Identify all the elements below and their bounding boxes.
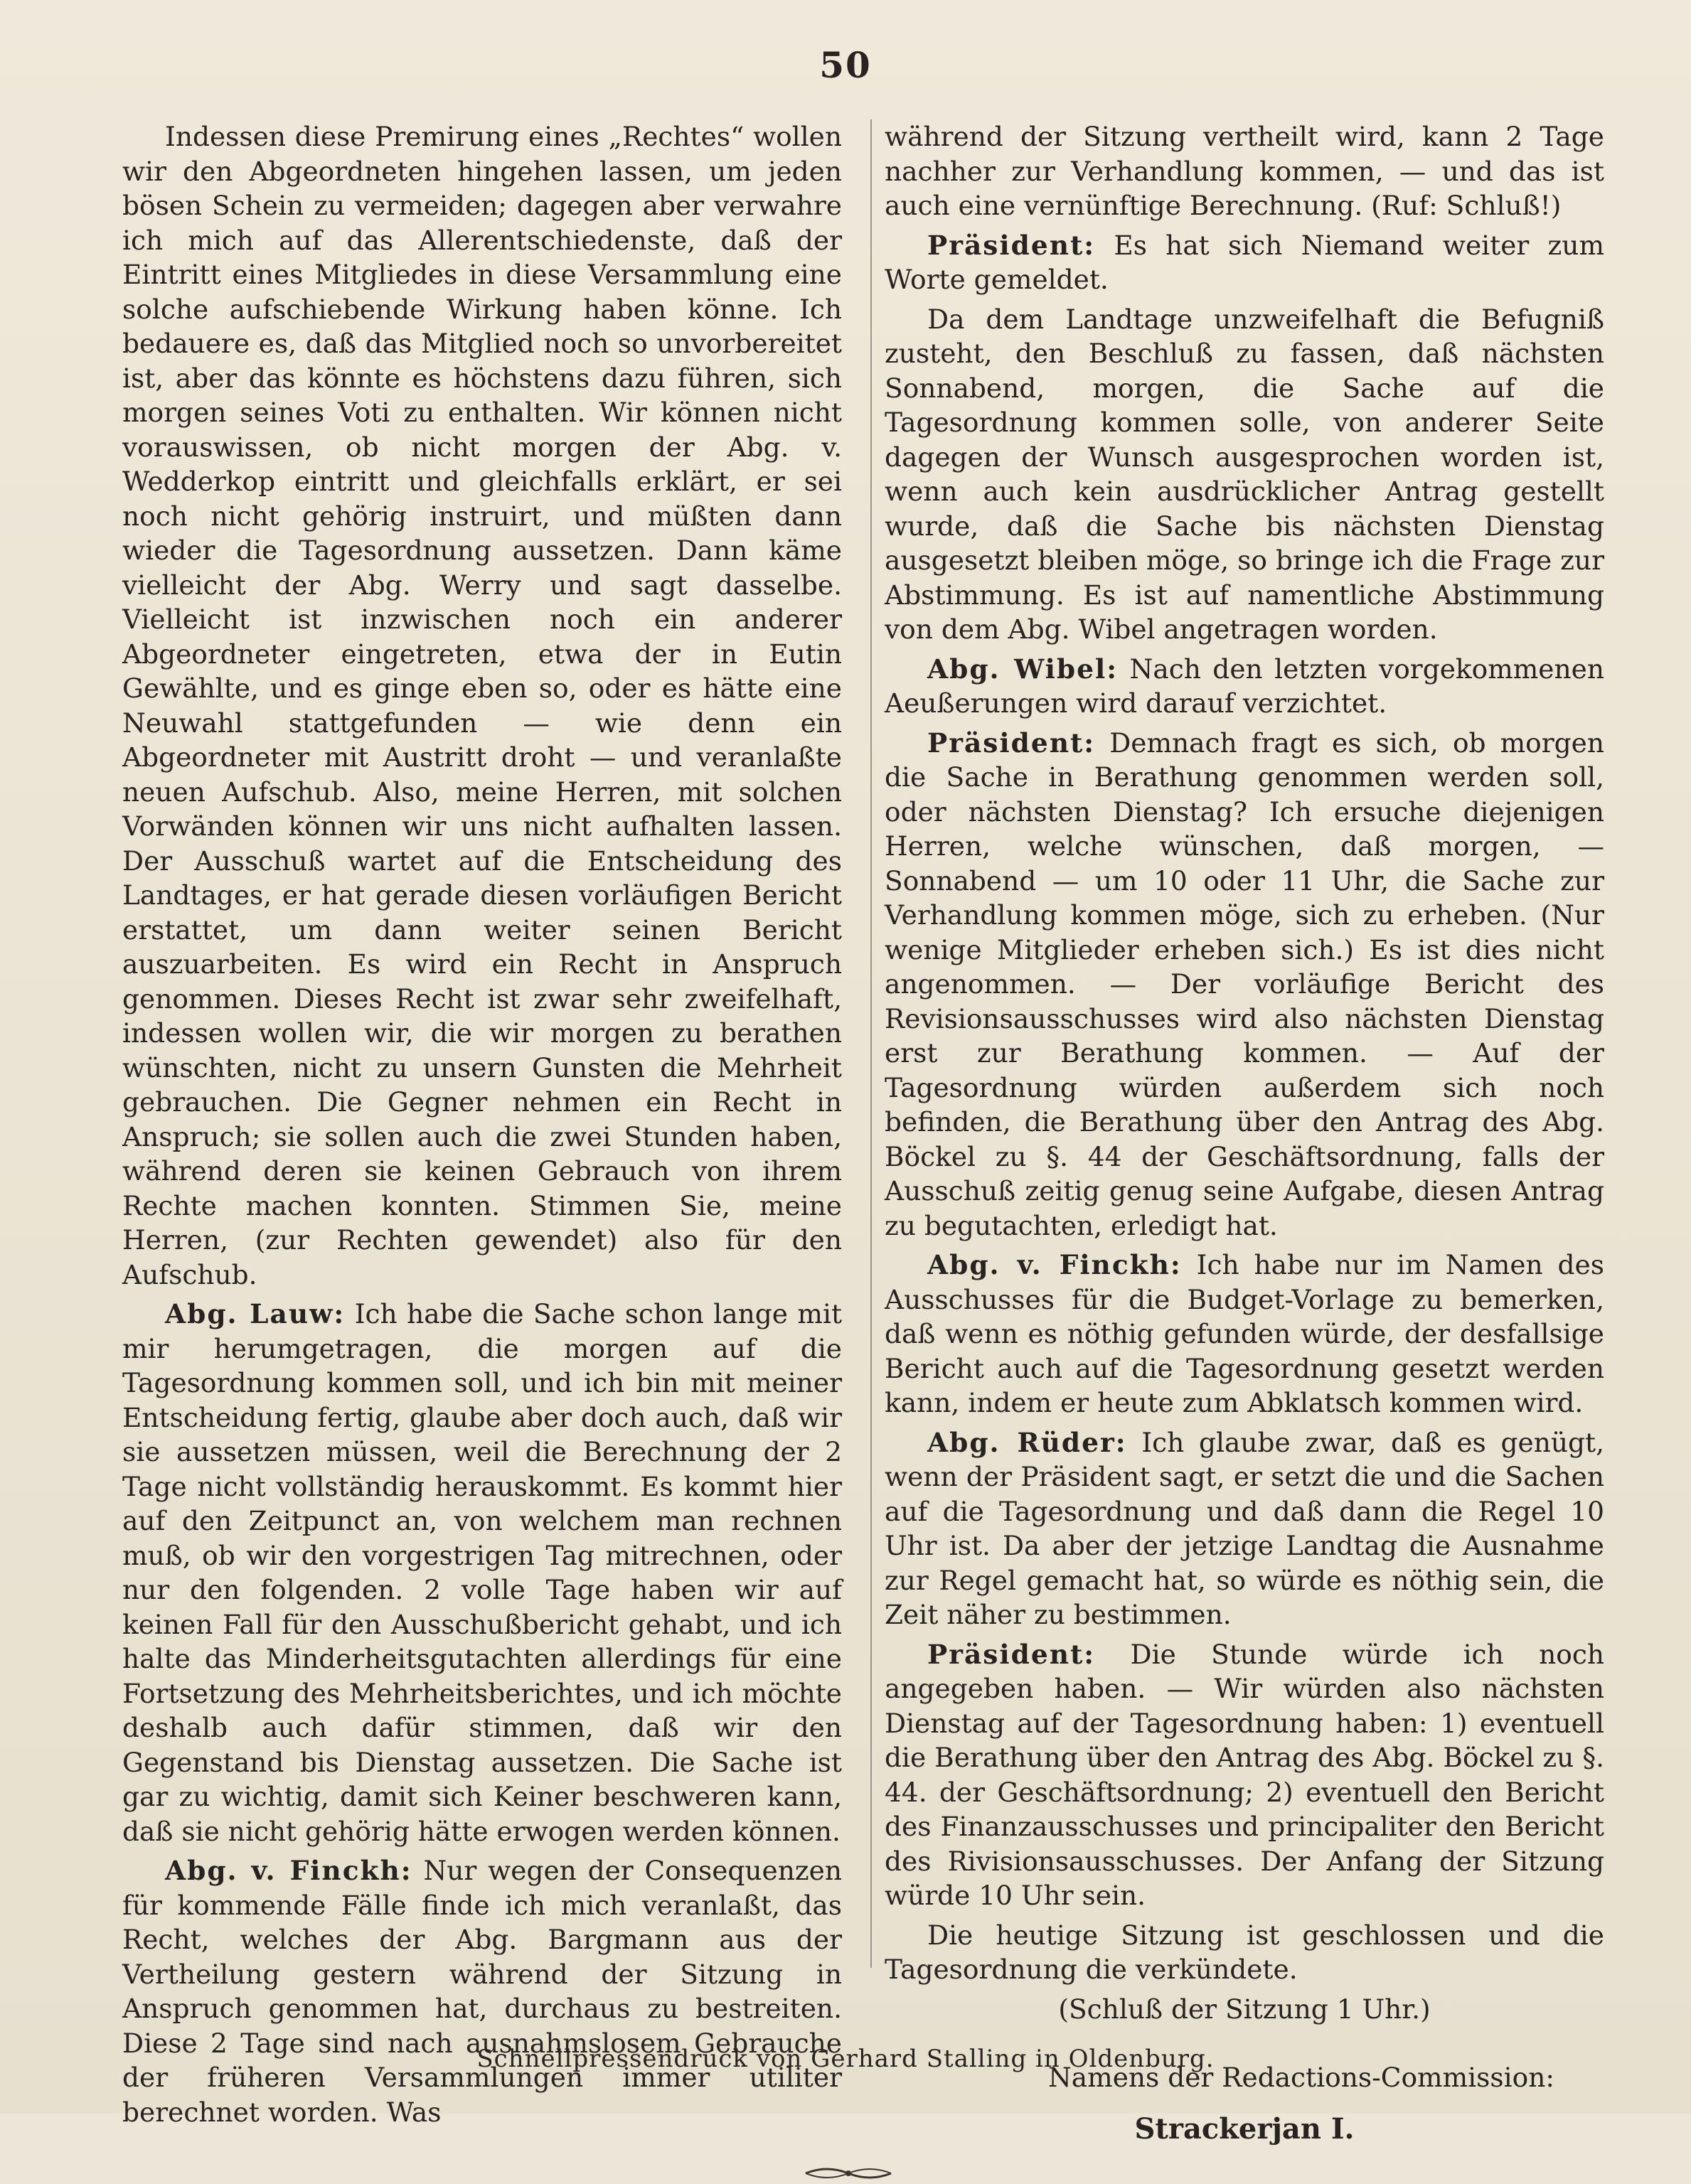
paragraph-text: während der Sitzung vertheilt wird, kann 2 Tage nachher zur Verhandlung kommen, — und das ist auch eine vernünftige Berechnung. (Ruf: Schluß!) xyxy=(885,121,1604,221)
speaker-name: Abg. v. Finckh: xyxy=(165,1855,412,1886)
paragraph-text: Nach den letzten vorgekommenen Aeußerungen wird darauf verzichtet. xyxy=(885,653,1604,719)
session-closing-note: (Schluß der Sitzung 1 Uhr.) xyxy=(1058,1993,1431,2025)
speech-paragraph xyxy=(122,1297,842,1848)
page-number: 50 xyxy=(819,44,872,86)
speaker-name: Abg. v. Finckh: xyxy=(927,1249,1182,1280)
speaker-name: Abg. Rüder: xyxy=(927,1426,1127,1458)
speech-paragraph xyxy=(885,726,1604,1243)
paragraph xyxy=(885,1918,1604,1987)
paragraph-text: Die Stunde würde ich noch angegeben haben. — Wir würden also nächsten Dienstag auf der Tagesordnung haben: 1) eventuell die Berathung über den Antrag des Abg. Böckel zu §. 44. der Geschäftsordnung; 2) eventuell den Bericht des Finanzausschusses und principaliter den Bericht des Rivisionsausschusses. Der Anfang der Sitzung würde 10 Uhr sein. xyxy=(885,1638,1604,1911)
speaker-name: Präsident: xyxy=(927,229,1096,261)
speaker-name: Präsident: xyxy=(927,727,1096,759)
speech-paragraph xyxy=(885,652,1604,721)
paragraph xyxy=(122,119,842,1292)
speech-paragraph xyxy=(885,228,1604,297)
speech-paragraph xyxy=(885,1248,1604,1420)
column-divider xyxy=(870,119,872,1968)
paragraph xyxy=(885,302,1604,647)
speech-paragraph xyxy=(122,1853,842,2129)
paragraph-text: Da dem Landtage unzweifelhaft die Befugniß zusteht, den Beschluß zu fassen, daß nächsten Sonnabend, morgen, die Sache auf die Tagesordnung kommen solle, von anderer Seite dagegen der Wunsch ausgesprochen worden ist, wenn auch kein ausdrücklicher Antrag gestellt wurde, daß die Sache bis nächsten Dienstag ausgesetzt bleiben möge, so bringe ich die Frage zur Abstimmung. Es ist auf namentliche Abstimmung von dem Abg. Wibel angetragen worden. xyxy=(885,303,1604,645)
paragraph-text: Ich habe die Sache schon lange mit mir herumgetragen, die morgen auf die Tagesordnung kommen soll, und ich bin mit meiner Entscheidung fertig, glaube aber doch auch, daß wir sie aussetzen müssen, weil die Berechnung der 2 Tage nicht vollständig herauskommt. Es kommt hier auf den Zeitpunct an, von welchem man rechnen muß, ob wir den vorgestrigen Tag mitrechnen, oder nur den folgenden. 2 volle Tage haben wir auf keinen Fall für den Ausschußbericht gehabt, und ich halte das Minderheitsgutachten allerdings für eine Fortsetzung des Mehrheitsberichtes, und ich möchte deshalb auch dafür stimmen, daß wir den Gegenstand bis Dienstag aussetzen. Die Sache ist gar zu wichtig, damit sich Keiner beschweren kann, daß sie nicht gehörig hätte erwogen werden können. xyxy=(122,1298,843,1847)
paragraph-text: Ich habe nur im Namen des Ausschusses für die Budget-Vorlage zu bemerken, daß wenn es nöthig gefunden würde, der desfallsige Bericht auch auf die Tagesordnung gesetzt werden kann, indem er heute zum Abklatsch kommen wird. xyxy=(885,1249,1604,1418)
paragraph-text: Ich glaube zwar, daß es genügt, wenn der Präsident sagt, er setzt die und die Sachen auf die Tagesordnung und daß dann die Regel 10 Uhr ist. Da aber der jetzige Landtag die Ausnahme zur Regel gemacht hat, so würde es nöthig sein, die Zeit näher zu bestimmen. xyxy=(885,1426,1604,1630)
speaker-name: Abg. Lauw: xyxy=(165,1298,346,1329)
right-column xyxy=(885,119,1604,2146)
signature: Strackerjan I. xyxy=(1134,2111,1355,2146)
speech-paragraph xyxy=(885,1425,1604,1632)
ornament-divider xyxy=(802,2163,895,2184)
paragraph-text: Die heutige Sitzung ist geschlossen und die Tagesordnung die verkündete. xyxy=(885,1919,1604,1985)
paragraph-text: Demnach fragt es sich, ob morgen die Sache in Berathung genommen werden soll, oder nächsten Dienstag? Ich ersuche diejenigen Herren, welche wünschen, daß morgen, — Sonnabend — um 10 oder 11 Uhr, die Sache zur Verhandlung kommen möge, sich zu erheben. (Nur wenige Mitglieder erheben sich.) Es ist dies nicht angenommen. — Der vorläufige Bericht des Revisionsausschusses wird also nächsten Dienstag erst zur Berathung kommen. — Auf der Tagesordnung würden außerdem sich noch befinden, die Berathung über den Antrag des Abg. Böckel zu §. 44 der Geschäftsordnung, falls der Ausschuß zeitig genug seine Aufgabe, diesen Antrag zu begutachten, erledigt hat. xyxy=(885,727,1605,1241)
paragraph-text: Nur wegen der Consequenzen für kommende Fälle finde ich mich veranlaßt, das Recht, welches der Abg. Bargmann aus der Vertheilung gestern während der Sitzung in Anspruch genommen hat, durchaus zu bestreiten. Diese 2 Tage sind nach ausnahmslosem Gebrauche der früheren Versammlungen immer utiliter berechnet worden. Was xyxy=(122,1855,843,2128)
speech-paragraph xyxy=(885,1637,1604,1913)
paragraph-text: Es hat sich Niemand weiter zum Worte gemeldet. xyxy=(885,229,1605,295)
right-column-paragraphs xyxy=(885,119,1604,1987)
speaker-name: Abg. Wibel: xyxy=(927,653,1119,685)
commission-line: Namens der Redactions-Commission: xyxy=(1047,2062,1554,2093)
left-column xyxy=(122,119,842,2134)
paragraph-text: Indessen diese Premirung eines „Rechtes“ wollen wir den Abgeordneten hingehen lassen, um jeden bösen Schein zu vermeiden; dagegen aber verwahre ich mich auf das Allerentschiedenste, daß der Eintritt eines Mitgliedes in diese Versammlung eine solche aufschiebende Wirkung haben könne. Ich bedauere es, daß das Mitglied noch so unvorbereitet ist, aber das könnte es höchstens dazu führen, sich morgen seines Voti zu enthalten. Wir können nicht vorauswissen, ob nicht morgen der Abg. v. Wedderkop eintritt und gleichfalls erklärt, er sei noch nicht gehörig instruirt, und müßten dann wieder die Tagesordnung aussetzen. Dann käme vielleicht der Abg. Werry und sagt dasselbe. Vielleicht ist inzwischen noch ein anderer Abgeordneter eingetreten, etwa der in Eutin Gewählte, und es ginge eben so, oder es hätte eine Neuwahl stattgefunden — wie denn ein Abgeordneter mit Austritt droht — und veranlaßte neuen Aufschub. Also, meine Herren, mit solchen Vorwänden können wir uns nicht aufhalten lassen. Der Ausschuß wartet auf die Entscheidung des Landtages, er hat gerade diesen vorläufigen Bericht erstattet, um dann weiter seinen Bericht auszuarbeiten. Es wird ein Recht in Anspruch genommen. Dieses Recht ist zwar sehr zweifelhaft, indessen wollen wir, die wir morgen zu berathen wünschten, nicht zu unsern Gunsten die Mehrheit gebrauchen. Die Gegner nehmen ein Recht in Anspruch; sie sollen auch die zwei Stunden haben, während deren sie keinen Gebrauch von ihrem Rechte machen konnten. Stimmen Sie, meine Herren, (zur Rechten gewendet) also für den Aufschub. xyxy=(122,121,842,1290)
paragraph xyxy=(885,119,1604,223)
speaker-name: Präsident: xyxy=(927,1638,1096,1670)
printer-imprint: Schnellpressendruck von Gerhard Stalling in Oldenburg. xyxy=(476,2045,1215,2073)
